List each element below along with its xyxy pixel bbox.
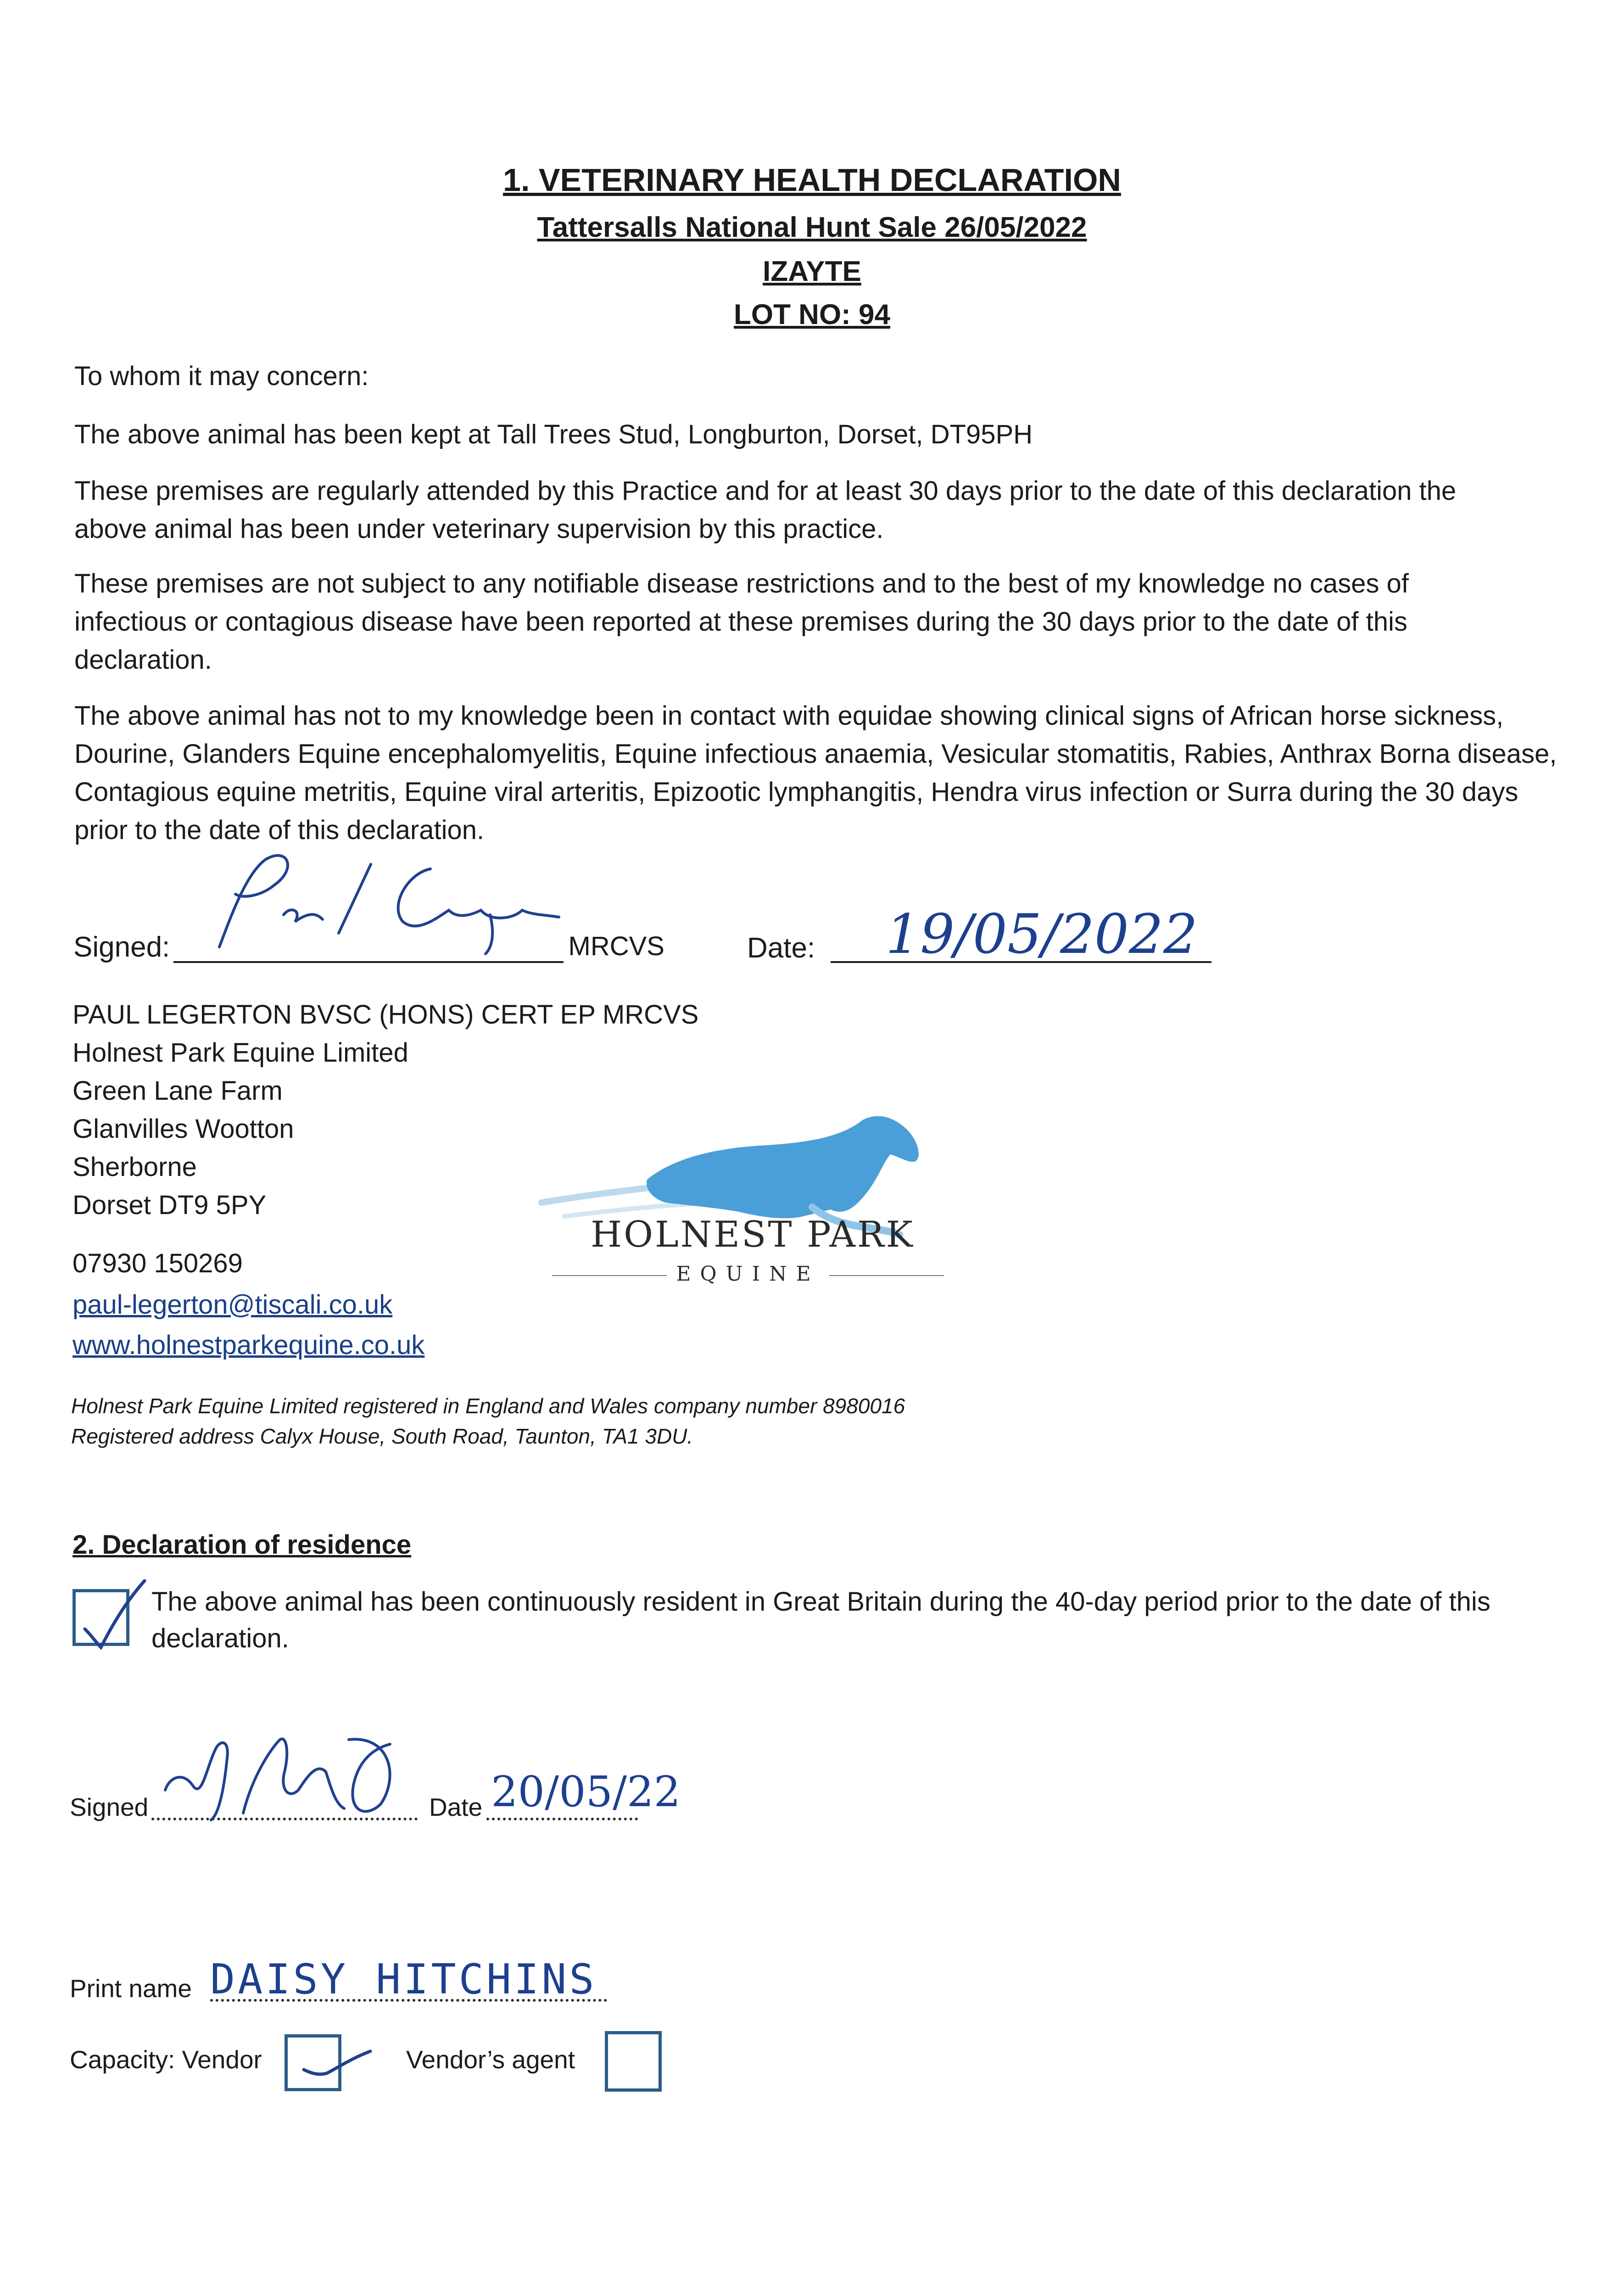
residence-statement: The above animal has been continuously resident in Great Britain during the 40-day period prior to the date of this declaration. — [151, 1587, 1490, 1653]
logo-rule-left — [552, 1275, 667, 1276]
sale-subtitle: Tattersalls National Hunt Sale 26/05/2022 — [537, 212, 1087, 243]
holnest-park-logo — [528, 1111, 973, 1304]
logo-subtitle: EQUINE — [528, 1262, 968, 1286]
horse-name: IZAYTE — [763, 256, 861, 287]
vet-date-value: 19/05/2022 — [886, 902, 1198, 966]
print-name-line — [210, 1955, 607, 2004]
page-title: 1. VETERINARY HEALTH DECLARATION — [503, 162, 1121, 198]
capacity-label: Capacity: Vendor — [70, 2045, 262, 2074]
address-line-2: Glanvilles Wootton — [73, 1114, 294, 1144]
salutation: To whom it may concern: — [74, 361, 369, 391]
phone-number: 07930 150269 — [73, 1248, 243, 1278]
vendor-checkmark-icon — [288, 2038, 379, 2102]
residence-date-line — [486, 1767, 681, 1820]
residence-checkbox[interactable] — [73, 1589, 129, 1646]
website-link[interactable]: www.holnestparkequine.co.uk — [73, 1330, 425, 1360]
signed-label: Signed: — [73, 931, 170, 963]
vet-company: Holnest Park Equine Limited — [73, 1038, 408, 1068]
address-line-4: Dorset DT9 5PY — [73, 1190, 267, 1220]
mrcvs-suffix: MRCVS — [568, 931, 664, 961]
registration-line-1: Holnest Park Equine Limited registered in England and Wales company number 8980016 — [71, 1394, 905, 1418]
address-line-3: Sherborne — [73, 1152, 197, 1182]
vet-signature-line — [173, 922, 664, 963]
residence-date-value: 20/05/22 — [491, 1767, 681, 1816]
vendor-checkbox[interactable] — [285, 2034, 341, 2091]
print-name-value: DAISY HITCHINS — [210, 1955, 597, 2004]
print-name-label: Print name — [70, 1974, 192, 2003]
vet-date-line — [831, 902, 1211, 966]
residence-date-label: Date — [429, 1793, 483, 1821]
registration-line-2: Registered address Calyx House, South Road, Taunton, TA1 3DU. — [71, 1424, 693, 1448]
paragraph-disease-contact: The above animal has not to my knowledge been in contact with equidae showing clinical signs of African horse sickness, Dourine, Glanders Equine encephalomyelitis, Equine infectious anaemia, Vesicular stomatitis, Rabies, Anthrax Borna disease, Contagious equine metritis, Equine viral arteritis, Epizootic lymphangitis, Hendra virus infection or Surra during the 30 days prior to the date of this declaration. — [74, 701, 1557, 845]
checkmark-icon — [71, 1560, 163, 1652]
residence-signed-label: Signed — [70, 1793, 149, 1821]
residence-heading: 2. Declaration of residence — [73, 1530, 412, 1560]
vendors-agent-checkbox[interactable] — [605, 2031, 662, 2092]
paragraph-premises: The above animal has been kept at Tall Trees Stud, Longburton, Dorset, DT95PH — [74, 420, 1033, 449]
date-label: Date: — [747, 932, 815, 964]
paragraph-supervision: These premises are regularly attended by this Practice and for at least 30 days prior to the date of this declaration the above animal has been under veterinary supervision by this practice. — [74, 476, 1457, 544]
paragraph-restrictions: These premises are not subject to any notifiable disease restrictions and to the best of my knowledge no cases of infectious or contagious disease have been reported at these premises during the 30 days prior to the date of this declaration. — [74, 569, 1409, 675]
residence-signature — [151, 1721, 427, 1822]
vendors-agent-label: Vendor’s agent — [406, 2045, 575, 2074]
email-link[interactable]: paul-legerton@tiscali.co.uk — [73, 1290, 393, 1320]
logo-wordmark: HOLNEST PARK — [591, 1214, 915, 1255]
lot-number: LOT NO: 94 — [733, 299, 891, 330]
residence-signature-line — [151, 1781, 418, 1820]
vet-signature — [192, 841, 605, 961]
vet-name: PAUL LEGERTON BVSC (HONS) CERT EP MRCVS — [73, 1000, 699, 1030]
logo-rule-right — [829, 1275, 944, 1276]
address-line-1: Green Lane Farm — [73, 1076, 283, 1106]
